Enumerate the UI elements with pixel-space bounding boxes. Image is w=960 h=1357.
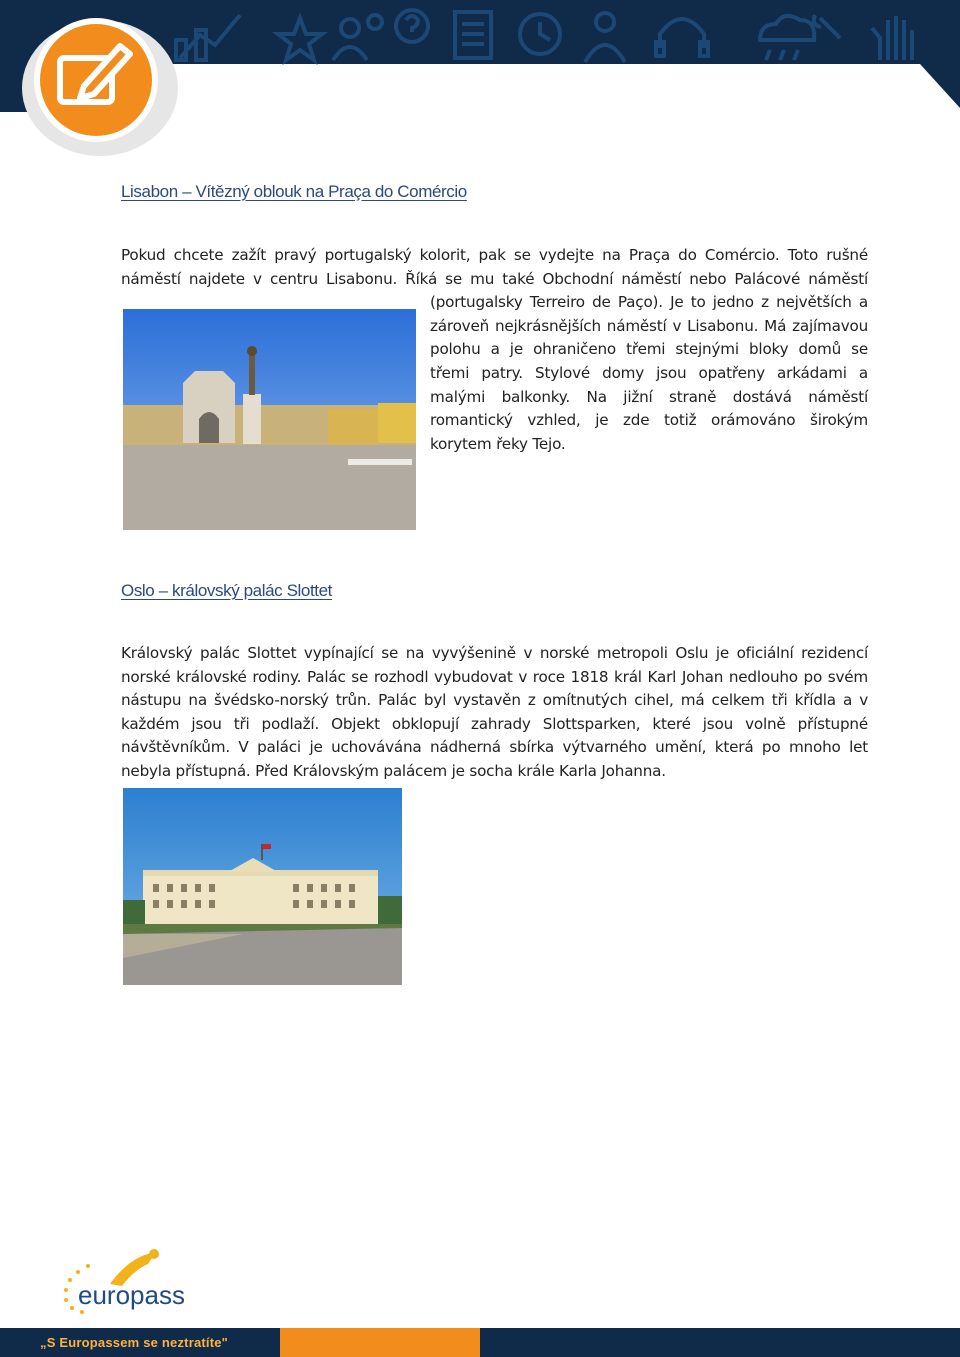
section-title-lisbon: Lisabon – Vítězný oblouk na Praça do Comércio — [121, 182, 467, 201]
section-title-oslo: Oslo – královský palác Slottet — [121, 581, 332, 600]
lisbon-square-photo — [123, 309, 416, 530]
paragraph-oslo: Královský palác Slottet vypínající se na vyvýšenině v norské metropoli Oslu je oficiální rezidencí norské královské rodiny. Palác se rozhodl vybudovat v roce 1818 král Karl Johan nedlouho po svém nástupu na švédsko-norský trůn. Palác byl vystavěn z omítnutých cihel, má celkem tři křídla a v každém jsou tři podlaží. Objekt obklopují zahrady Slottsparken, které jsou volně přístupné návštěvníkům. V paláci je uchovávána nádherná sbírka výtvarného umění, která po mnoho let nebyla přístupná. Před Královským palácem je socha krále Karla Johanna. — [121, 644, 868, 780]
footer-accent — [280, 1328, 480, 1357]
paragraph-lisbon-line-2: náměstí najdete v centru Lisabonu. Říká se mu také Obchodní náměstí nebo Palácové náměstí — [121, 269, 868, 288]
paragraph-lisbon-wrap: (portugalsky Terreiro de Paço). Je to jedno z největších a zároveň nejkrásnějších náměstí v Lisabonu. Má zajímavou polohu a je ohraničeno třemi stejnými bloky domů se třemi patry. Stylové domy jsou opatřeny arkádami a malými balkonky. Na jižní straně dostává náměstí romantický vzhled, je zde totiž orámováno širokým korytem řeky Tejo. — [430, 293, 868, 453]
europass-logo-text: europass — [78, 1280, 185, 1310]
header-logo-badge — [20, 8, 180, 158]
europass-logo — [58, 1246, 208, 1316]
footer-slogan: „S Europassem se neztratíte" — [40, 1335, 229, 1350]
oslo-palace-photo — [123, 788, 402, 985]
paragraph-lisbon-line-1: Pokud chcete zažít pravý portugalský kolorit, pak se vydejte na Praça do Comércio. Toto rušné — [121, 246, 868, 264]
